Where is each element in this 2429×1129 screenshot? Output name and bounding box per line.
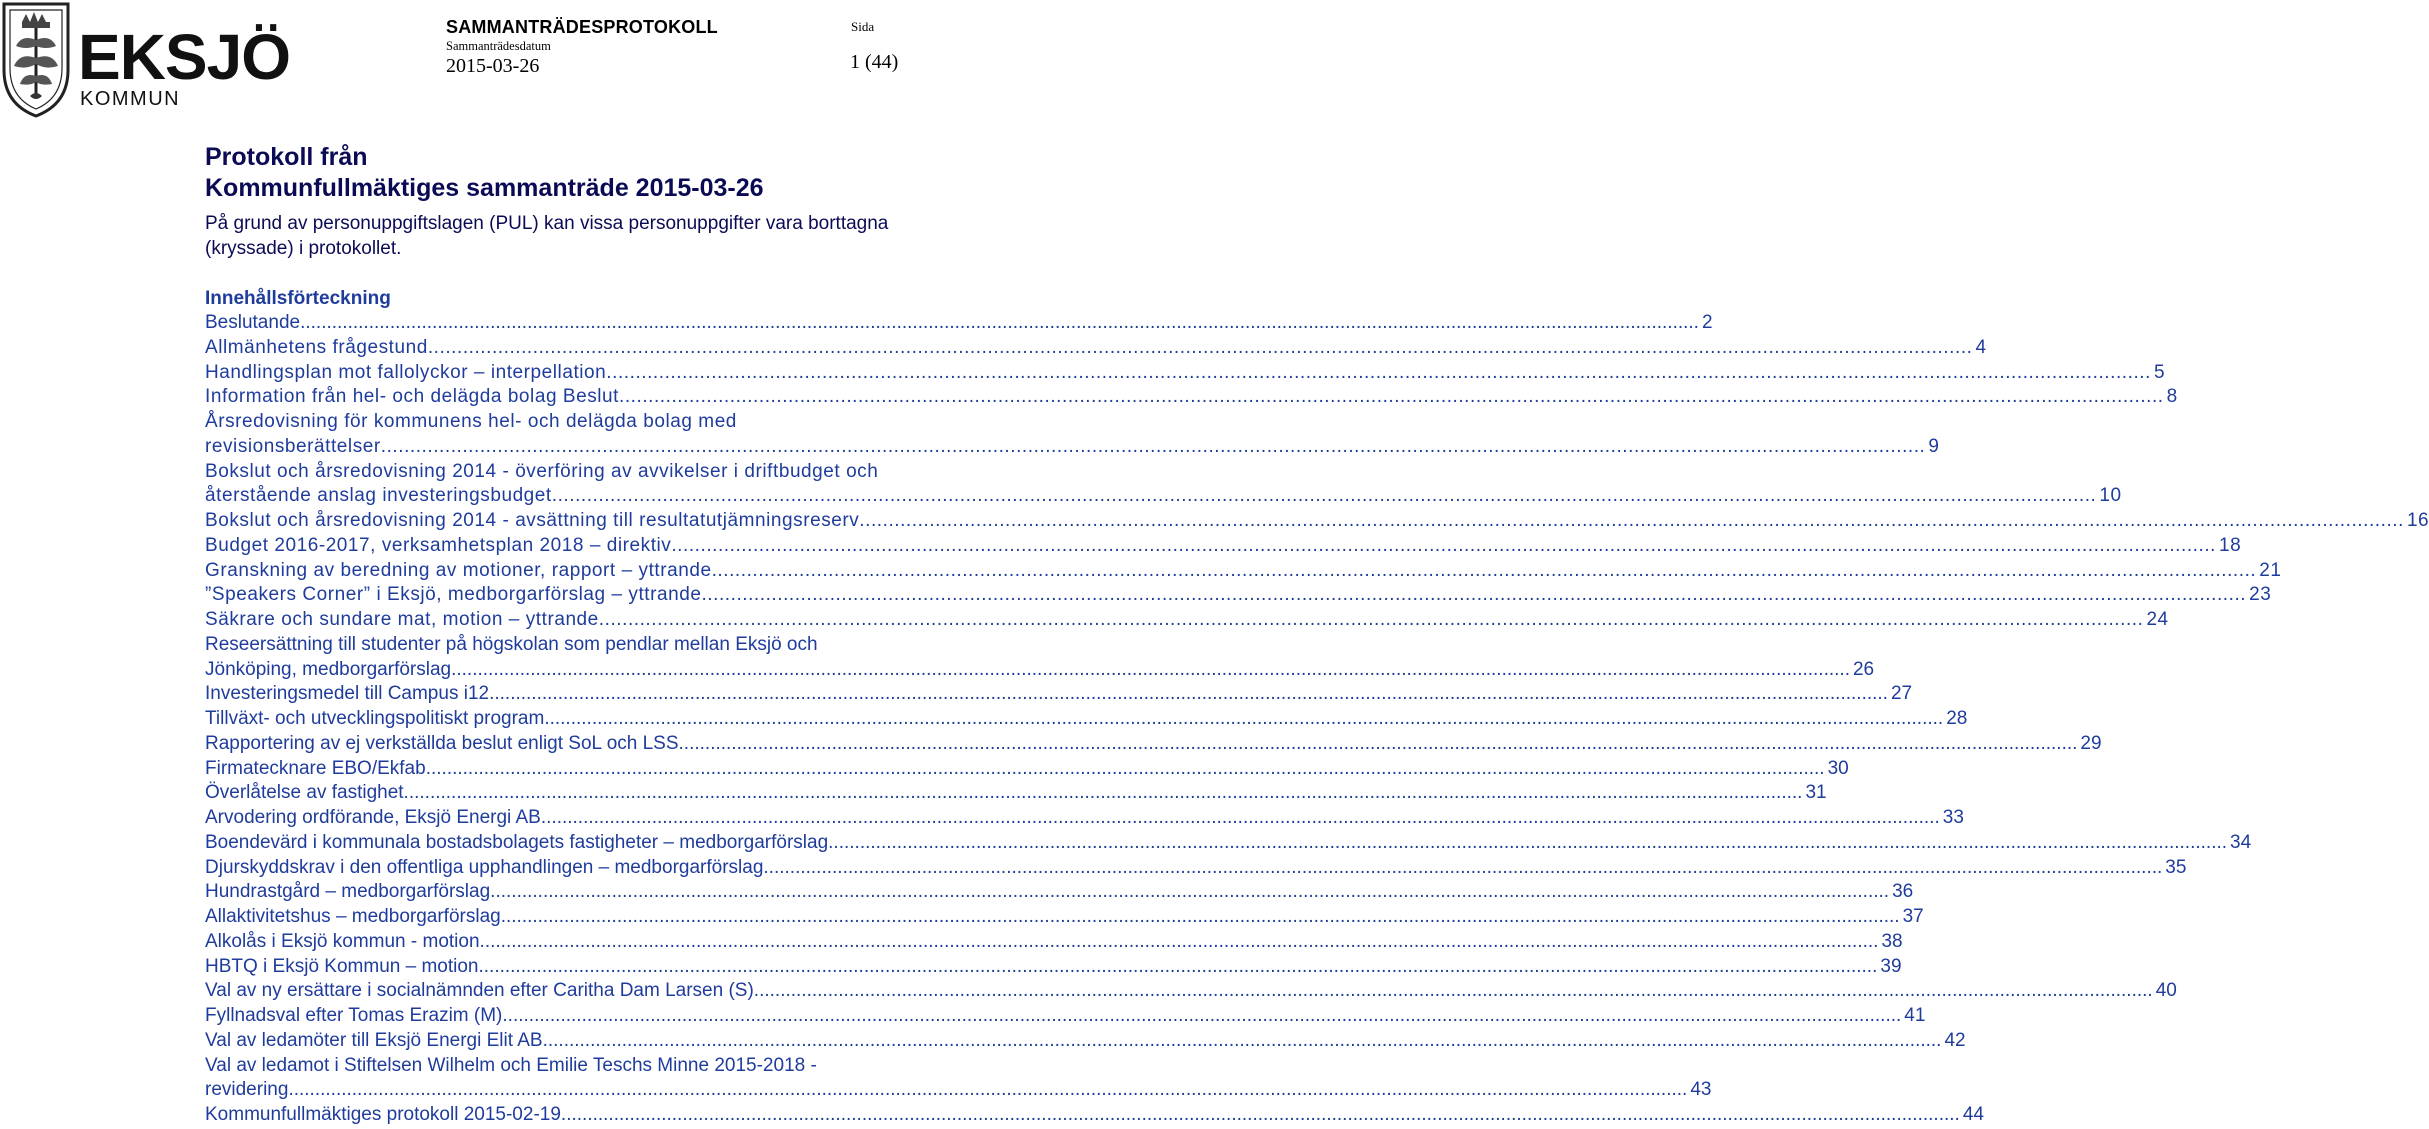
toc-entry[interactable]	[205, 460, 2122, 510]
toc-entry[interactable]	[205, 856, 2187, 881]
toc-entry-page: 4	[1975, 336, 1987, 358]
toc-entry[interactable]	[205, 732, 2102, 757]
toc-leader-dots	[561, 1103, 1960, 1128]
toc-entry-page: 9	[1928, 435, 1940, 457]
toc-entry[interactable]	[205, 361, 2166, 386]
toc-entry-title: Val av ledamöter till Eksjö Energi Elit AB	[205, 1029, 543, 1051]
toc-entry-title: Alkolås i Eksjö kommun - motion	[205, 930, 480, 952]
toc-entry-page: 10	[2099, 485, 2122, 507]
toc-leader-dots	[489, 682, 1888, 707]
toc-heading: Innehållsförteckning	[205, 288, 391, 309]
toc-leader-dots	[859, 509, 2404, 534]
toc-entry-page: 24	[2146, 609, 2169, 630]
toc-entry-page: 42	[1944, 1029, 1966, 1051]
toc-entry-title: Tillväxt- och utvecklingspolitiskt program	[205, 708, 545, 729]
toc-entry[interactable]	[205, 1103, 1984, 1128]
toc-leader-dots	[754, 979, 2153, 1004]
toc-entry-title: Arvodering ordförande, Eksjö Energi AB	[205, 807, 541, 828]
toc-entry-page: 43	[1690, 1079, 1712, 1101]
toc-leader-dots	[300, 311, 1699, 336]
logo-wordmark: EKSJÖ	[78, 21, 290, 93]
toc-leader-dots	[404, 781, 1803, 806]
toc-leader-dots	[451, 658, 1850, 683]
toc-entry-page: 36	[1892, 881, 1914, 903]
document-title-line2: Kommunfullmäktiges sammanträde 2015-03-26	[205, 174, 764, 202]
toc-entry-page: 39	[1880, 955, 1902, 977]
toc-entry-title: HBTQ i Eksjö Kommun – motion	[205, 955, 479, 977]
toc-leader-dots	[381, 435, 1926, 460]
toc-entry[interactable]	[205, 905, 1924, 930]
toc-entry-page: 16	[2406, 510, 2429, 531]
toc-entry-title: Beslutande	[205, 312, 301, 333]
toc-entry-page: 29	[2080, 732, 2102, 754]
toc-entry-title: Boendevärd i kommunala bostadsbolagets fastigheter – medborgarförslag	[205, 831, 829, 853]
toc-entry-lead: Årsredovisning för kommunens hel- och delägda bolag med	[205, 411, 737, 432]
toc-entry[interactable]	[205, 707, 1968, 732]
toc-entry-page: 35	[2165, 856, 2187, 878]
toc-entry[interactable]	[205, 534, 2242, 559]
municipality-logo	[0, 0, 290, 120]
toc-entry-page: 26	[1852, 658, 1875, 680]
toc-entry-page: 33	[1942, 807, 1964, 828]
toc-entry-title: Säkrare och sundare mat, motion – yttrande	[205, 609, 599, 630]
toc-entry[interactable]	[205, 757, 1849, 782]
toc-entry-title: Fyllnadsval efter Tomas Erazim (M)	[205, 1005, 503, 1026]
toc-entry-title: Rapportering av ej verkställda beslut enligt SoL och LSS	[205, 732, 679, 754]
toc-entry-page: 23	[2249, 584, 2272, 606]
toc-entry[interactable]	[205, 608, 2169, 633]
toc-entry[interactable]	[205, 682, 1913, 707]
toc-entry[interactable]	[205, 1054, 1712, 1104]
toc-entry[interactable]	[205, 559, 2282, 584]
toc-leader-dots	[478, 955, 1877, 980]
protocol-type: SAMMANTRÄDESPROTOKOLL	[446, 17, 718, 37]
toc-entry-title: Djurskyddskrav i den offentliga upphandlingen – medborgarförslag	[205, 856, 764, 878]
toc-leader-dots	[619, 385, 2164, 410]
toc-entry-title: revisionsberättelser	[205, 435, 381, 457]
toc-leader-dots	[828, 831, 2227, 856]
toc-entry-title: ”Speakers Corner” i Eksjö, medborgarförslag – yttrande	[205, 584, 702, 606]
toc-entry-lead: Reseersättning till studenter på högskolan som pendlar mellan Eksjö och	[205, 633, 818, 655]
toc-leader-dots	[543, 1029, 1942, 1054]
toc-entry-page: 2	[1701, 312, 1713, 333]
toc-entry-title: Handlingsplan mot fallolyckor – interpellation	[205, 361, 607, 383]
toc-entry[interactable]	[205, 509, 2429, 534]
toc-entry-page: 8	[2166, 386, 2178, 408]
toc-leader-dots	[502, 1004, 1901, 1029]
toc-leader-dots	[501, 905, 1900, 930]
toc-leader-dots	[288, 1078, 1687, 1103]
toc-entry-page: 28	[1946, 708, 1968, 729]
page-label: Sida	[851, 19, 875, 34]
toc-entry-page: 41	[1904, 1005, 1926, 1026]
meeting-date: 2015-03-26	[446, 55, 540, 77]
logo-subtext: KOMMUN	[80, 88, 181, 110]
toc-leader-dots	[712, 559, 2257, 584]
toc-leader-dots	[428, 336, 1973, 361]
toc-entry[interactable]	[205, 1004, 1926, 1029]
toc-entry[interactable]	[205, 583, 2272, 608]
privacy-notice: På grund av personuppgiftslagen (PUL) kan vissa personuppgifter vara borttagna (kryssade) i protokollet.	[205, 213, 889, 259]
toc-entry-title: revidering	[205, 1079, 289, 1101]
toc-entry-title: Granskning av beredning av motioner, rapport – yttrande	[205, 559, 712, 581]
meeting-date-label: Sammanträdesdatum	[446, 39, 551, 53]
toc-entry[interactable]	[205, 385, 2178, 410]
toc-leader-dots	[671, 534, 2216, 559]
toc-entry[interactable]	[205, 955, 1902, 980]
page-number: 1 (44)	[850, 51, 899, 73]
toc-entry-page: 37	[1902, 906, 1924, 927]
toc-entry-title: Investeringsmedel till Campus i12	[205, 683, 490, 705]
toc-entry-page: 27	[1890, 683, 1913, 705]
toc-entry-page: 18	[2218, 534, 2242, 556]
toc-leader-dots	[701, 583, 2246, 608]
toc-entry-page: 30	[1827, 757, 1849, 779]
toc-leader-dots	[541, 806, 1940, 831]
toc-leader-dots	[490, 880, 1889, 905]
document-title	[205, 142, 925, 204]
toc-entry[interactable]	[205, 781, 1827, 806]
table-of-contents	[205, 311, 2429, 1128]
document-title-line1: Protokoll från	[205, 143, 368, 171]
toc-entry-title: Val av ny ersättare i socialnämnden efter Caritha Dam Larsen (S)	[205, 980, 754, 1002]
toc-entry-title: Bokslut och årsredovisning 2014 - avsättning till resultatutjämningsreserv	[205, 510, 860, 531]
toc-entry-title: Firmatecknare EBO/Ekfab	[205, 757, 426, 779]
toc-entry[interactable]	[205, 979, 2177, 1004]
toc-entry-page: 21	[2259, 559, 2282, 581]
toc-entry-title: Information från hel- och delägda bolag Beslut	[205, 386, 619, 408]
toc-leader-dots	[763, 856, 2162, 881]
toc-entry[interactable]	[205, 633, 1875, 683]
toc-entry-title: Jönköping, medborgarförslag	[205, 658, 452, 680]
toc-entry-title: Hundrastgård – medborgarförslag	[205, 881, 491, 903]
toc-leader-dots	[480, 930, 1879, 955]
toc-leader-dots	[679, 732, 2078, 757]
toc-entry[interactable]	[205, 410, 1940, 460]
toc-entry-page: 31	[1805, 782, 1827, 804]
toc-entry[interactable]	[205, 336, 1987, 361]
toc-entry-page: 38	[1881, 930, 1903, 952]
toc-entry-lead: Val av ledamot i Stiftelsen Wilhelm och Emilie Teschs Minne 2015-2018 -	[205, 1054, 817, 1076]
toc-entry-title: Allaktivitetshus – medborgarförslag	[205, 906, 501, 927]
toc-entry-page: 40	[2155, 980, 2177, 1002]
toc-entry-title: Kommunfullmäktiges protokoll 2015-02-19	[205, 1104, 561, 1125]
toc-entry-title: Överlåtelse av fastighet	[205, 782, 404, 804]
toc-leader-dots	[606, 361, 2151, 386]
toc-entry-title: Allmänhetens frågestund	[205, 336, 428, 358]
toc-entry[interactable]	[205, 930, 1903, 955]
toc-leader-dots	[599, 608, 2144, 633]
toc-entry-page: 5	[2153, 361, 2166, 383]
toc-leader-dots	[552, 484, 2097, 509]
toc-entry-title: Budget 2016-2017, verksamhetsplan 2018 – direktiv	[205, 534, 672, 556]
toc-entry[interactable]	[205, 806, 1964, 831]
toc-entry-title: återstående anslag investeringsbudget	[205, 485, 552, 507]
toc-leader-dots	[426, 757, 1825, 782]
toc-leader-dots	[544, 707, 1943, 732]
toc-entry[interactable]	[205, 311, 1713, 336]
toc-entry-page: 34	[2230, 831, 2252, 853]
toc-entry[interactable]	[205, 831, 2252, 856]
toc-entry-page: 44	[1962, 1104, 1984, 1125]
toc-entry[interactable]	[205, 1029, 1966, 1054]
toc-entry[interactable]	[205, 880, 1914, 905]
toc-entry-lead: Bokslut och årsredovisning 2014 - överföring av avvikelser i driftbudget och	[205, 460, 879, 482]
